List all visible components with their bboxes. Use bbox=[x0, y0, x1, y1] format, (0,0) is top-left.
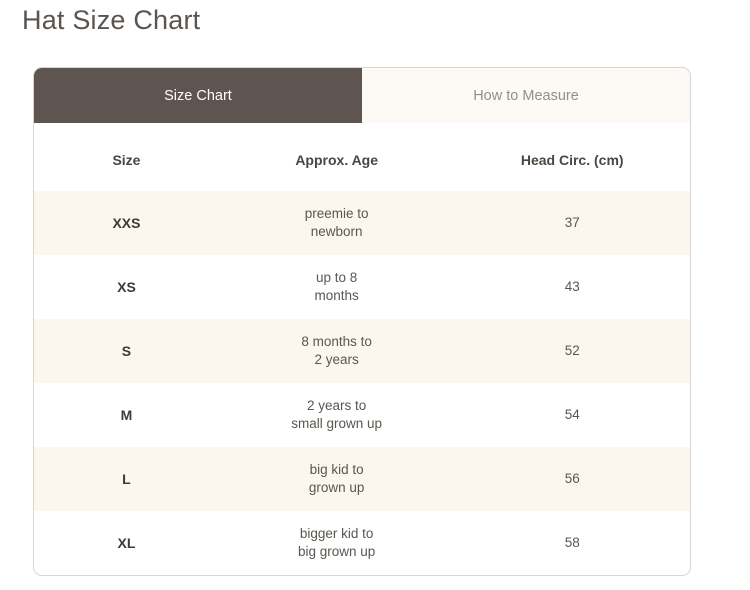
cell-size: XXS bbox=[34, 191, 219, 255]
cell-age-line1: big kid to bbox=[309, 462, 364, 477]
table-row bbox=[34, 447, 690, 511]
cell-age-line1: bigger kid to bbox=[299, 526, 374, 541]
cell-head-circ: 58 bbox=[454, 511, 690, 575]
tab-how-to-measure[interactable] bbox=[362, 68, 690, 123]
page-title: Hat Size Chart bbox=[22, 5, 201, 35]
cell-age-line2: small grown up bbox=[291, 416, 383, 431]
table-row bbox=[34, 255, 690, 319]
cell-age-line1: up to 8 bbox=[316, 270, 358, 285]
cell-age bbox=[219, 255, 455, 319]
cell-head-circ: 43 bbox=[454, 255, 690, 319]
cell-size: XL bbox=[34, 511, 219, 575]
cell-age-line2: 2 years bbox=[314, 352, 359, 367]
size-table-body bbox=[34, 191, 690, 575]
column-header-age: Approx. Age bbox=[219, 123, 455, 191]
table-header-row bbox=[34, 123, 690, 191]
tab-size-chart[interactable] bbox=[34, 68, 362, 123]
tab-how-to-measure-label: How to Measure bbox=[473, 87, 579, 104]
cell-age-line2: newborn bbox=[310, 224, 363, 239]
table-row bbox=[34, 383, 690, 447]
tab-bar bbox=[34, 68, 690, 123]
cell-age bbox=[219, 447, 455, 511]
cell-size: M bbox=[34, 383, 219, 447]
table-row bbox=[34, 191, 690, 255]
cell-size: S bbox=[34, 319, 219, 383]
cell-age bbox=[219, 511, 455, 575]
cell-age-line2: grown up bbox=[308, 480, 365, 495]
size-table bbox=[34, 123, 690, 575]
column-header-head-circ: Head Circ. (cm) bbox=[454, 123, 690, 191]
cell-size: L bbox=[34, 447, 219, 511]
cell-size: XS bbox=[34, 255, 219, 319]
table-row bbox=[34, 319, 690, 383]
cell-age bbox=[219, 319, 455, 383]
cell-age-line1: 8 months to bbox=[301, 334, 372, 349]
column-header-size: Size bbox=[34, 123, 219, 191]
cell-age bbox=[219, 383, 455, 447]
cell-age-line2: months bbox=[314, 288, 359, 303]
size-chart-card bbox=[33, 67, 691, 576]
cell-head-circ: 56 bbox=[454, 447, 690, 511]
cell-age bbox=[219, 191, 455, 255]
size-table-head bbox=[34, 123, 690, 191]
cell-head-circ: 37 bbox=[454, 191, 690, 255]
cell-head-circ: 54 bbox=[454, 383, 690, 447]
table-row bbox=[34, 511, 690, 575]
tab-size-chart-label: Size Chart bbox=[164, 87, 232, 104]
cell-head-circ: 52 bbox=[454, 319, 690, 383]
cell-age-line2: big grown up bbox=[298, 544, 376, 559]
cell-age-line1: 2 years to bbox=[307, 398, 367, 413]
cell-age-line1: preemie to bbox=[304, 206, 369, 221]
